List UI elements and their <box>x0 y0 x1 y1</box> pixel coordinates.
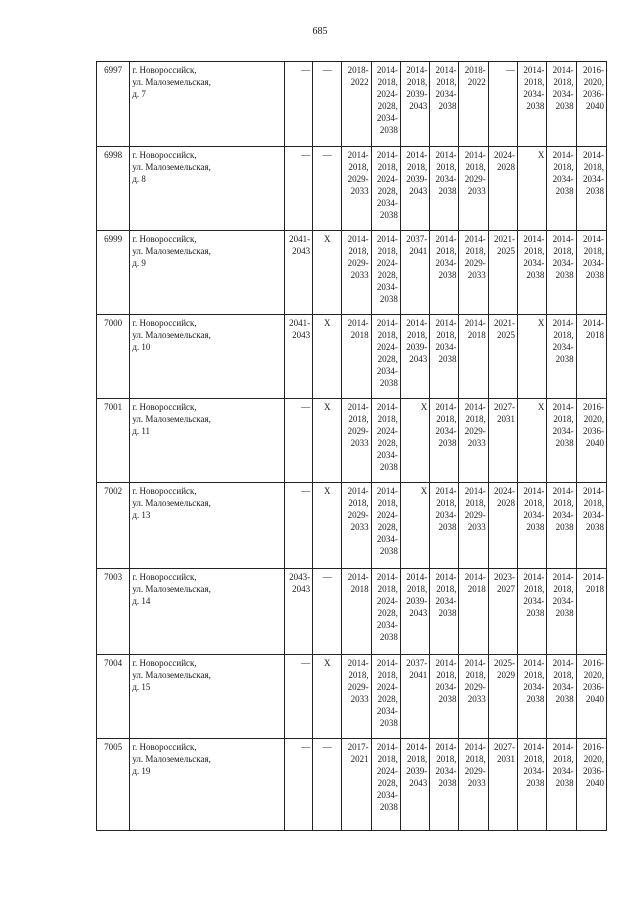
work-period-cell: 2014- 2018, 2039- 2043 <box>400 569 429 655</box>
table-row <box>97 739 607 831</box>
work-period-cell: 2024- 2028 <box>488 147 517 231</box>
work-period-cell: 2014- 2018, 2034- 2038 <box>518 483 547 569</box>
work-period-cell: — <box>284 483 312 569</box>
work-period-cell: 2014- 2018, 2039- 2043 <box>400 62 429 147</box>
work-period-cell: 2014- 2018, 2024- 2028, 2034- 2038 <box>371 739 400 831</box>
page-number: 685 <box>312 26 328 37</box>
work-period-cell: 2014- 2018 <box>342 569 371 655</box>
work-period-cell: — <box>284 655 312 739</box>
work-period-cell: 2037- 2041 <box>400 231 429 315</box>
work-period-cell: 2043- 2043 <box>284 569 312 655</box>
work-period-cell: 2021- 2025 <box>488 315 517 399</box>
row-number: 6997 <box>97 62 130 147</box>
work-period-cell: 2021- 2025 <box>488 231 517 315</box>
work-period-cell: 2014- 2018, 2034- 2038 <box>547 147 576 231</box>
work-period-cell: 2014- 2018 <box>459 315 488 399</box>
address-cell: г. Новороссийск, ул. Малоземельская, д. 7 <box>130 62 285 147</box>
work-period-cell: 2014- 2018, 2029- 2033 <box>342 399 371 483</box>
work-period-cell: X <box>518 147 547 231</box>
table-row <box>97 399 607 483</box>
work-period-cell: 2014- 2018, 2039- 2043 <box>400 739 429 831</box>
work-period-cell: 2014- 2018, 2024- 2028, 2034- 2038 <box>371 147 400 231</box>
row-number: 7001 <box>97 399 130 483</box>
work-period-cell: 2014- 2018, 2024- 2028, 2034- 2038 <box>371 569 400 655</box>
table-row <box>97 315 607 399</box>
work-period-cell: 2014- 2018, 2034- 2038 <box>518 655 547 739</box>
work-period-cell: 2014- 2018, 2034- 2038 <box>430 231 459 315</box>
work-period-cell: X <box>518 315 547 399</box>
work-period-cell: X <box>313 315 342 399</box>
table-body <box>97 62 607 831</box>
work-period-cell: — <box>313 62 342 147</box>
work-period-cell: 2014- 2018, 2034- 2038 <box>576 147 606 231</box>
address-cell: г. Новороссийск, ул. Малоземельская, д. 19 <box>130 739 285 831</box>
work-period-cell: — <box>284 62 312 147</box>
row-number: 6999 <box>97 231 130 315</box>
work-period-cell: 2014- 2018, 2034- 2038 <box>518 739 547 831</box>
work-period-cell: — <box>488 62 517 147</box>
work-period-cell: X <box>400 399 429 483</box>
work-period-cell: 2023- 2027 <box>488 569 517 655</box>
work-period-cell: 2014- 2018, 2024- 2028, 2034- 2038 <box>371 315 400 399</box>
work-period-cell: 2014- 2018, 2029- 2033 <box>342 231 371 315</box>
work-period-cell: 2024- 2028 <box>488 483 517 569</box>
row-number: 7000 <box>97 315 130 399</box>
work-period-cell: 2037- 2041 <box>400 655 429 739</box>
work-period-cell: 2016- 2020, 2036- 2040 <box>576 399 606 483</box>
address-cell: г. Новороссийск, ул. Малоземельская, д. 8 <box>130 147 285 231</box>
work-period-cell: 2014- 2018, 2029- 2033 <box>459 231 488 315</box>
work-period-cell: 2014- 2018, 2034- 2038 <box>430 399 459 483</box>
work-period-cell: 2014- 2018, 2029- 2033 <box>459 147 488 231</box>
work-period-cell: X <box>313 399 342 483</box>
work-period-cell: 2014- 2018, 2034- 2038 <box>547 483 576 569</box>
table-row <box>97 569 607 655</box>
work-period-cell: 2014- 2018, 2034- 2038 <box>576 231 606 315</box>
table-row <box>97 62 607 147</box>
work-period-cell: — <box>284 147 312 231</box>
work-period-cell: 2014- 2018, 2034- 2038 <box>518 62 547 147</box>
work-period-cell: 2014- 2018, 2029- 2033 <box>342 147 371 231</box>
work-period-cell: 2014- 2018, 2029- 2033 <box>459 483 488 569</box>
work-period-cell: 2018- 2022 <box>459 62 488 147</box>
work-period-cell: 2016- 2020, 2036- 2040 <box>576 739 606 831</box>
work-period-cell: — <box>313 739 342 831</box>
work-period-cell: 2014- 2018, 2029- 2033 <box>342 483 371 569</box>
work-period-cell: 2014- 2018, 2034- 2038 <box>547 231 576 315</box>
table-row <box>97 147 607 231</box>
work-period-cell: 2041- 2043 <box>284 315 312 399</box>
work-period-cell: 2014- 2018, 2029- 2033 <box>459 399 488 483</box>
work-period-cell: 2018- 2022 <box>342 62 371 147</box>
work-period-cell: 2014- 2018 <box>576 569 606 655</box>
work-period-cell: 2014- 2018, 2034- 2038 <box>547 62 576 147</box>
work-period-cell: 2014- 2018, 2034- 2038 <box>547 315 576 399</box>
work-period-cell: X <box>518 399 547 483</box>
table-row <box>97 231 607 315</box>
row-number: 7005 <box>97 739 130 831</box>
work-period-cell: 2014- 2018, 2034- 2038 <box>576 483 606 569</box>
work-period-cell: 2016- 2020, 2036- 2040 <box>576 62 606 147</box>
work-period-cell: 2017- 2021 <box>342 739 371 831</box>
address-cell: г. Новороссийск, ул. Малоземельская, д. 11 <box>130 399 285 483</box>
work-period-cell: 2027- 2031 <box>488 399 517 483</box>
work-period-cell: 2014- 2018, 2024- 2028, 2034- 2038 <box>371 483 400 569</box>
work-period-cell: 2014- 2018, 2024- 2028, 2034- 2038 <box>371 62 400 147</box>
work-period-cell: 2014- 2018, 2034- 2038 <box>430 739 459 831</box>
work-period-cell: — <box>284 739 312 831</box>
address-cell: г. Новороссийск, ул. Малоземельская, д. 15 <box>130 655 285 739</box>
work-period-cell: 2014- 2018, 2024- 2028, 2034- 2038 <box>371 655 400 739</box>
row-number: 7002 <box>97 483 130 569</box>
work-period-cell: 2014- 2018, 2034- 2038 <box>430 483 459 569</box>
work-period-cell: 2014- 2018, 2034- 2038 <box>430 655 459 739</box>
address-cell: г. Новороссийск, ул. Малоземельская, д. 10 <box>130 315 285 399</box>
work-period-cell: 2014- 2018, 2029- 2033 <box>459 655 488 739</box>
work-period-cell: 2027- 2031 <box>488 739 517 831</box>
work-period-cell: 2014- 2018 <box>342 315 371 399</box>
work-period-cell: 2014- 2018, 2034- 2038 <box>547 399 576 483</box>
work-period-cell: 2014- 2018 <box>576 315 606 399</box>
work-period-cell: 2016- 2020, 2036- 2040 <box>576 655 606 739</box>
work-period-cell: 2014- 2018, 2034- 2038 <box>518 569 547 655</box>
work-period-cell: 2014- 2018, 2034- 2038 <box>547 569 576 655</box>
work-period-cell: 2041- 2043 <box>284 231 312 315</box>
work-period-cell: — <box>284 399 312 483</box>
work-period-cell: 2014- 2018, 2024- 2028, 2034- 2038 <box>371 399 400 483</box>
work-period-cell: 2014- 2018, 2034- 2038 <box>547 739 576 831</box>
work-period-cell: 2014- 2018, 2039- 2043 <box>400 315 429 399</box>
work-period-cell: 2014- 2018, 2029- 2033 <box>342 655 371 739</box>
row-number: 7004 <box>97 655 130 739</box>
table-row <box>97 655 607 739</box>
work-period-cell: 2014- 2018, 2034- 2038 <box>430 569 459 655</box>
address-cell: г. Новороссийск, ул. Малоземельская, д. 14 <box>130 569 285 655</box>
work-period-cell: 2014- 2018, 2034- 2038 <box>518 231 547 315</box>
work-period-cell: X <box>313 483 342 569</box>
work-period-cell: 2014- 2018, 2034- 2038 <box>430 147 459 231</box>
work-period-cell: 2014- 2018, 2034- 2038 <box>547 655 576 739</box>
row-number: 7003 <box>97 569 130 655</box>
work-period-cell: 2025- 2029 <box>488 655 517 739</box>
work-period-cell: 2014- 2018, 2024- 2028, 2034- 2038 <box>371 231 400 315</box>
table-row <box>97 483 607 569</box>
work-period-cell: 2014- 2018, 2034- 2038 <box>430 62 459 147</box>
work-period-cell: 2014- 2018, 2039- 2043 <box>400 147 429 231</box>
work-period-cell: 2014- 2018, 2034- 2038 <box>430 315 459 399</box>
work-period-cell: — <box>313 569 342 655</box>
row-number: 6998 <box>97 147 130 231</box>
work-period-cell: X <box>313 231 342 315</box>
repair-schedule-table <box>96 61 607 831</box>
work-period-cell: X <box>400 483 429 569</box>
work-period-cell: 2014- 2018 <box>459 569 488 655</box>
work-period-cell: X <box>313 655 342 739</box>
work-period-cell: 2014- 2018, 2029- 2033 <box>459 739 488 831</box>
address-cell: г. Новороссийск, ул. Малоземельская, д. 13 <box>130 483 285 569</box>
work-period-cell: — <box>313 147 342 231</box>
address-cell: г. Новороссийск, ул. Малоземельская, д. 9 <box>130 231 285 315</box>
